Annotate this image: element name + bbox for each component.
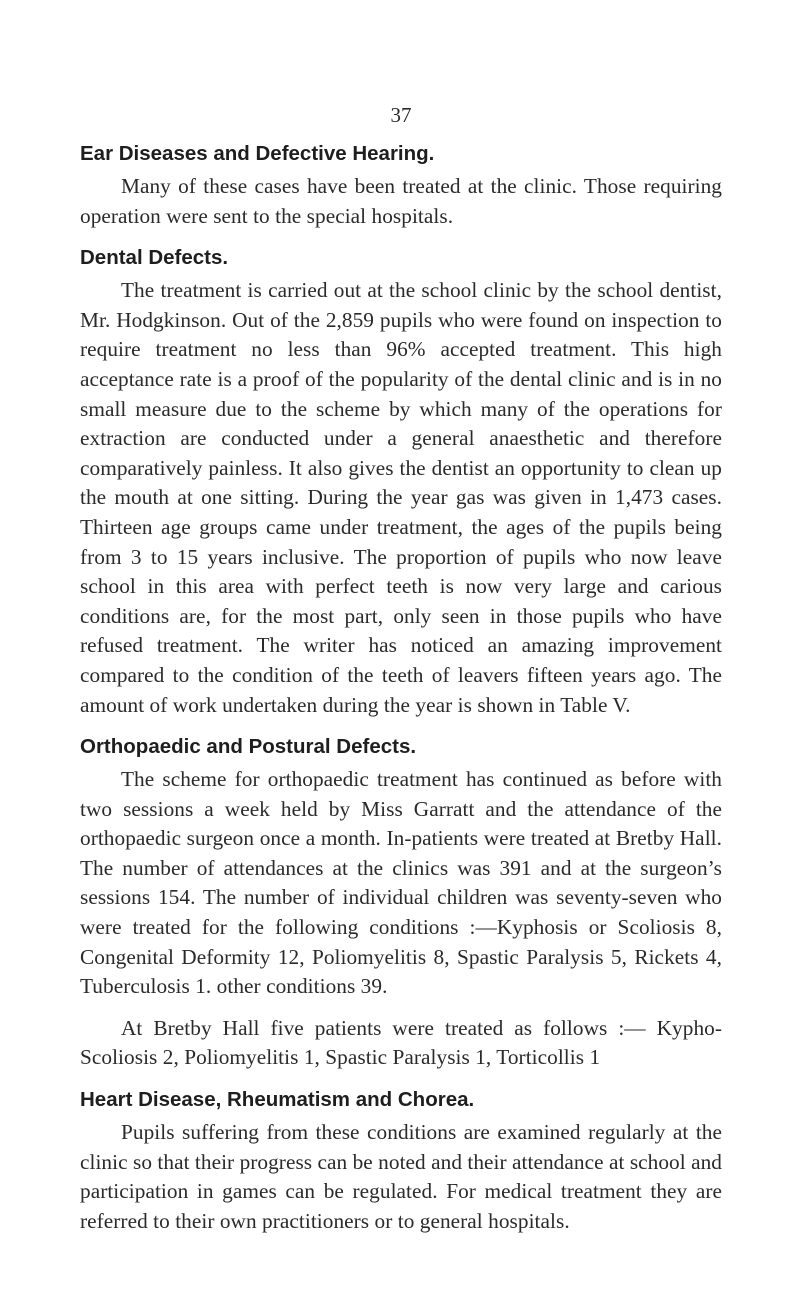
paragraph: The treatment is carried out at the school clinic by the school dentist, Mr. Hodgkinson. Out of the 2,859 pupils who were found on inspection to require treatment no less than 96% accepted treatment. This high acceptance rate is a proof of the popularity of the dental clinic and is in no small measure due to the scheme by which many of the operations for extraction are conducted under a general anaesthetic and therefore comparatively painless. It also gives the dentist an opportunity to clean up the mouth at one sitting. During the year gas was given in 1,473 cases. Thirteen age groups came under treatment, the ages of the pupils being from 3 to 15 years inclusive. The proportion of pupils who now leave school in this area with perfect teeth is now very large and carious conditions are, for the most part, only seen in those pupils who have refused treatment. The writer has noticed an amazing improvement compared to the condition of the teeth of leavers fifteen years ago. The amount of work undertaken during the year is shown in Table V. bbox=[80, 278, 722, 717]
paragraph: The scheme for orthopaedic treatment has continued as before with two sessions a week held by Miss Garratt and the attendance of the orthopaedic surgeon once a month. In-patients were treated at Bretby Hall. The number of attendances at the clinics was 391 and at the surgeon’s sessions 154. The number of individual children was seventy-seven who were treated for the following conditions :—Kyphosis or Scoliosis 8, Congenital Deformity 12, Poliomyelitis 8, Spastic Paralysis 5, Rickets 4, Tuberculosis 1. other conditions 39. bbox=[80, 767, 722, 999]
page-number: 37 bbox=[390, 103, 412, 127]
section-heading: Orthopaedic and Postural Defects. bbox=[80, 735, 417, 759]
section-heart-disease bbox=[80, 1085, 722, 1236]
section-orthopaedic-defects bbox=[80, 732, 722, 1073]
paragraph: Many of these cases have been treated at the clinic. Those requiring operation were sent to the special hospitals. bbox=[80, 174, 722, 228]
section-dental-defects bbox=[80, 243, 722, 720]
page-content bbox=[80, 139, 722, 1248]
section-heading: Heart Disease, Rheumatism and Chorea. bbox=[80, 1088, 475, 1112]
paragraph: At Bretby Hall five patients were treated as follows :— Kypho-Scoliosis 2, Poliomyelitis 1, Spastic Paralysis 1, Torticollis 1 bbox=[80, 1015, 722, 1070]
section-heading: Ear Diseases and Defective Hearing. bbox=[80, 142, 435, 165]
section-ear-diseases bbox=[80, 139, 722, 231]
section-heading: Dental Defects. bbox=[80, 246, 229, 270]
paragraph: Pupils suffering from these conditions are examined regularly at the clinic so that their progress can be noted and their attendance at school and participation in games can be regulated. For medical treatment they are referred to their own practitioners or to general hospitals. bbox=[80, 1120, 722, 1233]
